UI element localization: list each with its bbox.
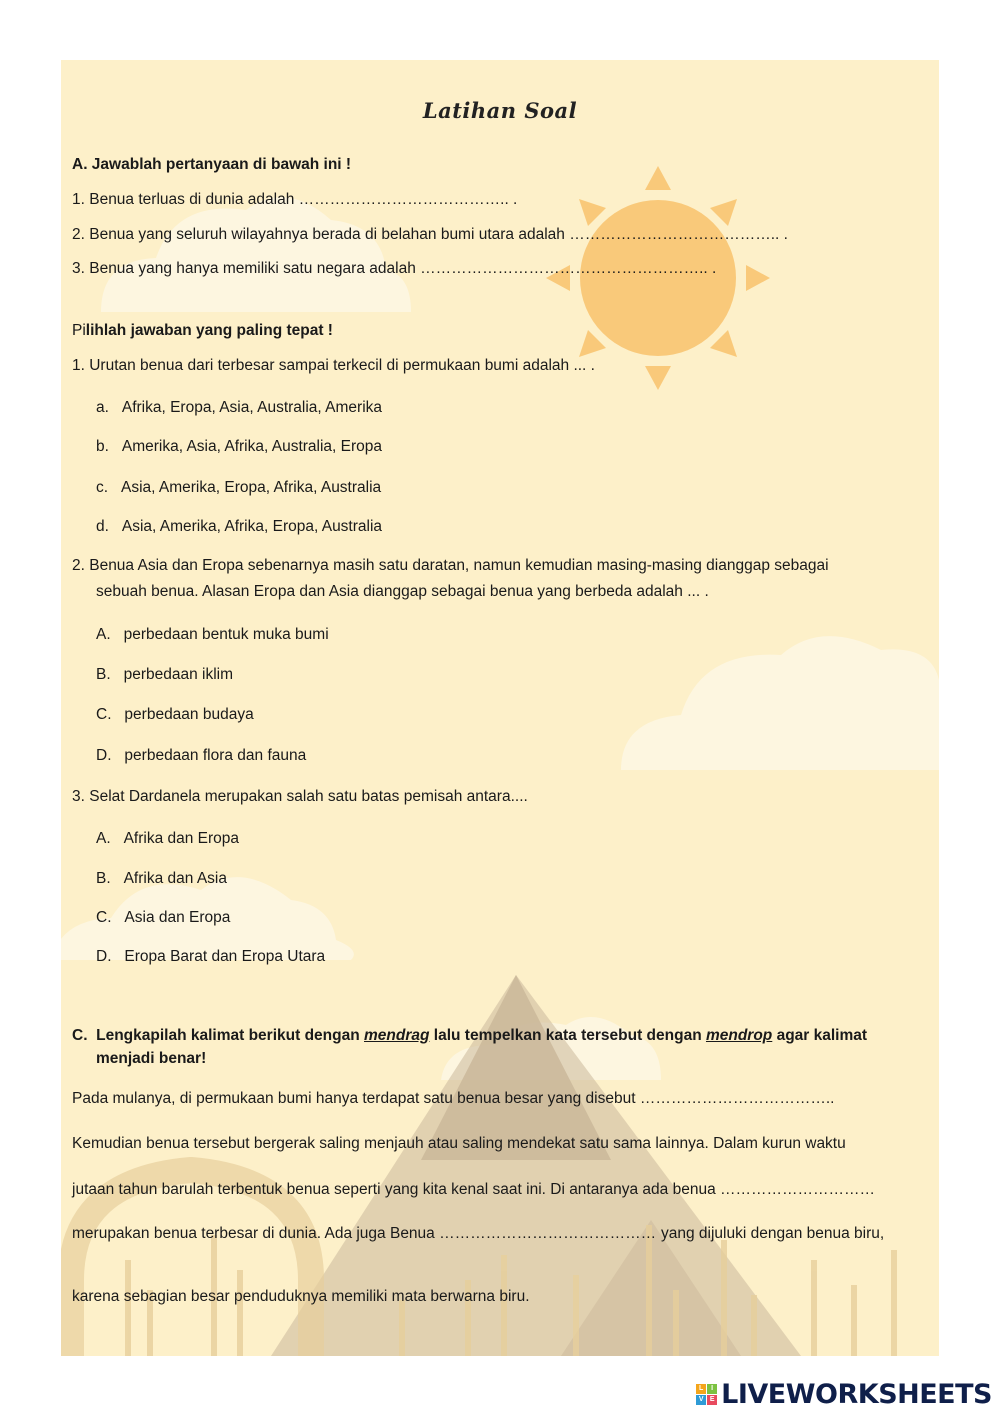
section-c-heading-part-2: lalu tempelkan kata tersebut dengan: [429, 1027, 706, 1044]
option-text: Asia, Amerika, Afrika, Eropa, Australia: [121, 518, 383, 535]
section-a-question-2: 2. Benua yang seluruh wilayahnya berada di belahan bumi utara adalah ………………………………….. .: [72, 226, 788, 243]
section-b-heading-rest: lihlah jawaban yang paling tepat !: [85, 322, 333, 339]
option-marker: B.: [96, 870, 111, 887]
option-text: Afrika, Eropa, Asia, Australia, Amerika: [121, 399, 383, 416]
paragraph-line-5: karena sebagian besar penduduknya memiliki mata berwarna biru.: [72, 1288, 530, 1305]
section-c-heading-line-1: [72, 1026, 867, 1046]
mendrop-keyword: mendrop: [705, 1027, 773, 1044]
option-marker: a.: [96, 399, 109, 416]
question-3-option-c[interactable]: [96, 908, 230, 928]
option-marker: A.: [96, 830, 111, 847]
question-2-option-d[interactable]: [96, 746, 306, 766]
liveworksheets-mark-icon: [696, 1384, 717, 1405]
option-text: perbedaan budaya: [124, 706, 254, 723]
option-text: Eropa Barat dan Eropa Utara: [124, 948, 326, 965]
section-a-heading: A. Jawablah pertanyaan di bawah ini !: [72, 156, 352, 173]
mendrag-keyword: mendrag: [364, 1027, 430, 1044]
option-marker: b.: [96, 438, 109, 455]
section-b-heading: [72, 321, 333, 341]
paragraph-line-4-end: yang dijuluki dengan benua biru,: [661, 1225, 885, 1242]
option-marker: C.: [96, 909, 112, 926]
option-text: Amerika, Asia, Afrika, Australia, Eropa: [121, 438, 383, 455]
mark-letter: E: [707, 1395, 717, 1405]
question-2-option-a[interactable]: [96, 625, 329, 645]
mark-letter: I: [707, 1384, 717, 1394]
option-text: Afrika dan Eropa: [123, 830, 240, 847]
section-c-marker: C.: [72, 1027, 88, 1044]
worksheet-title: Latihan Soal: [422, 98, 578, 123]
question-1-option-b[interactable]: [96, 437, 382, 457]
option-text: perbedaan bentuk muka bumi: [123, 626, 329, 643]
section-c-heading-part-1: Lengkapilah kalimat berikut dengan: [96, 1027, 364, 1044]
question-2-option-b[interactable]: [96, 665, 233, 685]
question-2-text-line-1: 2. Benua Asia dan Eropa sebenarnya masih satu daratan, namun kemudian masing-masing dianggap sebagai: [72, 557, 829, 574]
option-text: Asia, Amerika, Eropa, Afrika, Australia: [120, 479, 382, 496]
option-text: perbedaan flora dan fauna: [124, 747, 307, 764]
section-b-heading-prefix: Pi: [72, 322, 86, 339]
paragraph-line-3: jutaan tahun barulah terbentuk benua seperti yang kita kenal saat ini. Di antaranya ada benua …………………………: [72, 1181, 876, 1198]
paragraph-line-2: Kemudian benua tersebut bergerak saling menjauh atau saling mendekat satu sama lainnya. Dalam kurun waktu: [72, 1135, 846, 1152]
option-marker: D.: [96, 948, 112, 965]
question-3-option-d[interactable]: [96, 947, 325, 967]
question-1-option-a[interactable]: [96, 398, 382, 418]
question-1-option-c[interactable]: [96, 478, 381, 498]
question-2-option-c[interactable]: [96, 705, 254, 725]
option-marker: B.: [96, 666, 111, 683]
question-3-option-a[interactable]: [96, 829, 239, 849]
question-1-option-d[interactable]: [96, 517, 382, 537]
paragraph-line-1: Pada mulanya, di permukaan bumi hanya terdapat satu benua besar yang disebut ………………………………..: [72, 1090, 835, 1107]
liveworksheets-brand-text: LIVEWORKSHEETS: [721, 1378, 992, 1410]
option-text: perbedaan iklim: [123, 666, 234, 683]
section-a-question-1: 1. Benua terluas di dunia adalah ………………………………….. .: [72, 191, 518, 208]
option-marker: C.: [96, 706, 112, 723]
option-marker: D.: [96, 747, 112, 764]
question-2-text-line-2: sebuah benua. Alasan Eropa dan Asia dianggap sebagai benua yang berbeda adalah ... .: [96, 583, 709, 600]
mark-letter: L: [696, 1384, 706, 1394]
question-3-option-b[interactable]: [96, 869, 227, 889]
section-c-heading-line-2: menjadi benar!: [96, 1050, 207, 1067]
question-3-text: 3. Selat Dardanela merupakan salah satu batas pemisah antara....: [72, 788, 528, 805]
mark-letter: V: [696, 1395, 706, 1405]
section-a-question-3: 3. Benua yang hanya memiliki satu negara adalah ……………………………………………….. .: [72, 260, 717, 277]
option-marker: A.: [96, 626, 111, 643]
question-1-text: 1. Urutan benua dari terbesar sampai terkecil di permukaan bumi adalah ... .: [72, 357, 595, 374]
paragraph-line-4: merupakan benua terbesar di dunia. Ada juga Benua ……………………………………: [72, 1225, 657, 1242]
option-text: Afrika dan Asia: [123, 870, 227, 887]
option-marker: c.: [96, 479, 109, 496]
section-c-heading-part-3: agar kalimat: [772, 1027, 868, 1044]
option-marker: d.: [96, 518, 109, 535]
option-text: Asia dan Eropa: [124, 909, 231, 926]
liveworksheets-logo[interactable]: [696, 1376, 992, 1412]
